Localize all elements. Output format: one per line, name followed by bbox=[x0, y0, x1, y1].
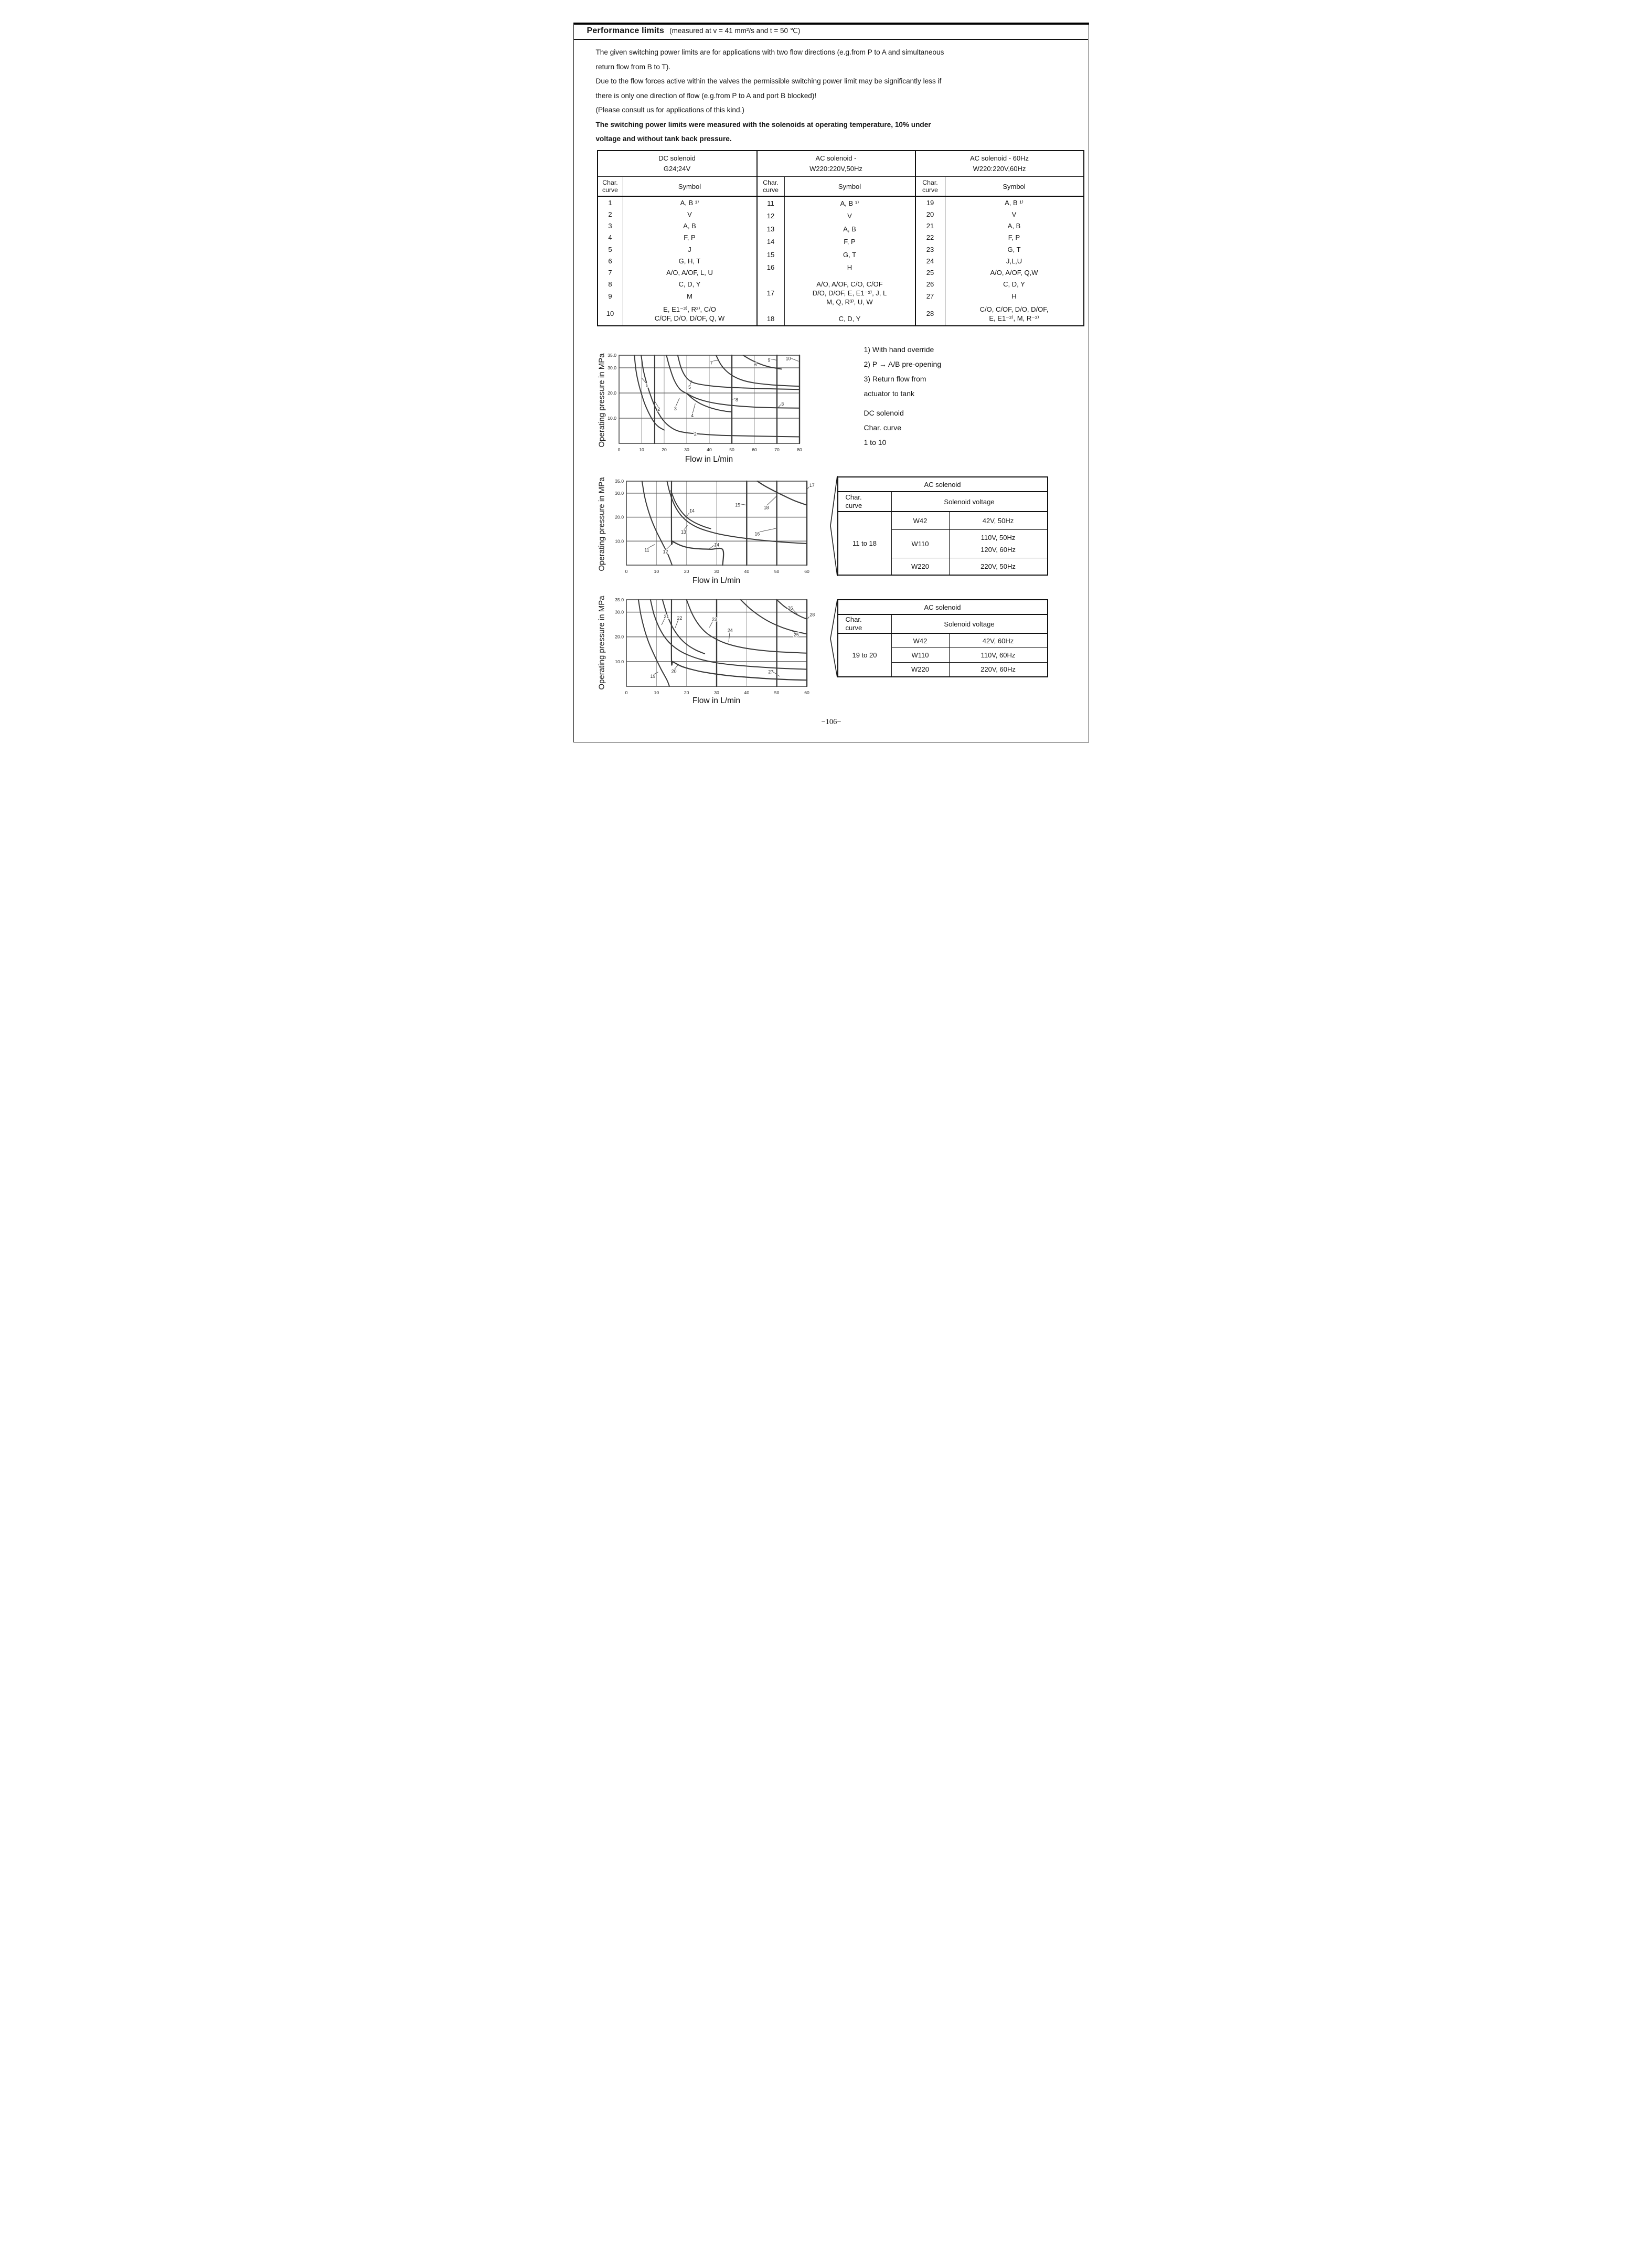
curve-13 bbox=[667, 481, 807, 544]
char-curve-number: 24 bbox=[916, 255, 945, 267]
footnote-line: 1) With hand override bbox=[864, 345, 934, 354]
ac-solenoid-voltage-table-60hz bbox=[837, 599, 1048, 677]
table-group-header bbox=[916, 151, 1083, 177]
page-number: −106− bbox=[821, 718, 841, 726]
chart-svg-ac60 bbox=[605, 597, 818, 700]
voltage-row bbox=[892, 512, 1047, 529]
table-row bbox=[758, 261, 915, 274]
y-tick-label: 30.0 bbox=[607, 365, 616, 370]
x-axis-title-chart1: Flow in L/min bbox=[685, 455, 733, 464]
table-row bbox=[758, 274, 915, 313]
chart-ac-solenoid-60hz bbox=[605, 597, 818, 703]
page-header bbox=[573, 23, 1088, 40]
voltage-row bbox=[892, 634, 1047, 647]
curve-number-label: 25 bbox=[793, 632, 799, 638]
intro-line: The given switching power limits are for applications with two flow directions (e.g.from P to A and simultaneous bbox=[595, 48, 944, 56]
symbol-cell: V bbox=[847, 212, 852, 220]
symbol-cell: F, P bbox=[684, 233, 696, 242]
x-axis-title-chart3: Flow in L/min bbox=[692, 696, 741, 705]
char-curve-number: 18 bbox=[758, 313, 785, 326]
x-axis-title-chart2: Flow in L/min bbox=[692, 576, 741, 585]
solenoid-type-label: AC solenoid - bbox=[815, 154, 857, 162]
table-subheader bbox=[916, 177, 1083, 197]
side-table-title: AC solenoid bbox=[838, 600, 1047, 615]
curve-22 bbox=[662, 600, 704, 654]
solenoid-code: W110 bbox=[892, 530, 950, 558]
table-row bbox=[916, 232, 1083, 243]
y-tick-label: 20.0 bbox=[614, 634, 624, 640]
char-curve-number: 13 bbox=[758, 222, 785, 236]
chart-ac-solenoid-50hz bbox=[605, 478, 818, 581]
symbol-column-header: Symbol bbox=[1003, 182, 1026, 190]
chart-dc-solenoid bbox=[598, 352, 811, 460]
symbol-column-header: Symbol bbox=[678, 182, 701, 190]
symbol-cell: J,L,U bbox=[1006, 257, 1022, 265]
intro-line: (Please consult us for applications of this kind.) bbox=[595, 106, 744, 114]
char-curve-number: 10 bbox=[598, 302, 623, 325]
char-curve-number: 22 bbox=[916, 232, 945, 243]
footnote-line: 3) Return flow from bbox=[864, 375, 926, 383]
voltage-values: 220V, 60Hz bbox=[980, 665, 1016, 674]
solenoid-code-label: W220:220V,50Hz bbox=[809, 165, 862, 173]
voltage-values: 42V, 60Hz bbox=[982, 636, 1014, 645]
x-tick-label: 10 bbox=[638, 447, 644, 452]
page-title: Performance limits bbox=[587, 26, 665, 35]
intro-line: voltage and without tank back pressure. bbox=[595, 135, 732, 143]
table-row bbox=[916, 197, 1083, 208]
x-tick-label: 20 bbox=[661, 447, 667, 452]
table-row bbox=[598, 220, 756, 232]
table-row bbox=[598, 302, 756, 325]
char-curve-column-header: Char. curve bbox=[916, 177, 945, 196]
x-tick-label: 0 bbox=[617, 447, 620, 452]
side-table-title: AC solenoid bbox=[838, 477, 1047, 492]
table-row bbox=[598, 290, 756, 302]
char-curve-column-header: Char. curve bbox=[758, 177, 785, 196]
curve-number-label: 14 bbox=[689, 508, 695, 514]
curve-number-label: 16 bbox=[754, 531, 760, 537]
char-curve-number: 4 bbox=[598, 232, 623, 243]
pointer-arrow-1 bbox=[828, 475, 838, 577]
voltage-row bbox=[892, 558, 1047, 575]
symbol-cell: A, B ¹⁾ bbox=[840, 199, 859, 207]
char-curve-number: 2 bbox=[598, 208, 623, 220]
char-curve-number: 8 bbox=[598, 279, 623, 290]
y-tick-label: 35.0 bbox=[614, 479, 624, 484]
table-body bbox=[758, 197, 915, 325]
symbol-cell: F, P bbox=[844, 238, 856, 246]
x-tick-label: 50 bbox=[774, 569, 779, 574]
symbol-cell: A/O, A/OF, L, U bbox=[666, 269, 713, 277]
symbol-cell: V bbox=[1011, 210, 1017, 218]
x-tick-label: 60 bbox=[751, 447, 757, 452]
curve-number-label: 21 bbox=[663, 614, 669, 620]
page-subtitle: (measured at v = 41 mm²/s and t = 50 ℃) bbox=[669, 26, 801, 35]
table-row bbox=[916, 255, 1083, 267]
intro-line: Due to the flow forces active within the valves the permissible switching power limit may be significantly less if bbox=[595, 77, 942, 85]
char-curve-number: 21 bbox=[916, 220, 945, 232]
x-tick-label: 0 bbox=[625, 690, 627, 695]
side-voltage-header: Solenoid voltage bbox=[944, 497, 995, 506]
char-curve-number: 1 bbox=[598, 197, 623, 208]
curve-number-label: 7 bbox=[710, 360, 713, 366]
symbol-cell: A/O, A/OF, Q,W bbox=[990, 269, 1038, 277]
char-curve-number: 15 bbox=[758, 248, 785, 261]
voltage-row bbox=[892, 647, 1047, 662]
table-row bbox=[598, 208, 756, 220]
symbol-cell: C, D, Y bbox=[1003, 280, 1025, 289]
dc-curve-range-line: DC solenoid bbox=[864, 409, 904, 417]
intro-line: there is only one direction of flow (e.g.from P to A and port B blocked)! bbox=[595, 91, 817, 100]
char-curve-number: 11 bbox=[758, 197, 785, 210]
datasheet-page: Performance limits (measured at v = 41 mm²/s and t = 50 ℃) The given switching power limits are for applications with two flow directions (e.g.from P to A and simultaneous return flow from B to T). Due to the flow forces active within the valves the permissible switching power limit may be significantly less if there is only one direction of flow (e.g.from P to A and port B blocked)! (Please consult us for applications of this kind.) The switching power limits were measured with the solenoids at operating temperature, 10% under voltage and without tank back pressure. DC solenoid G24;24V Char. curve Symbol 1 A, B ¹⁾ 2 V 3 A, B 4 F, P 5 J 6 G, H, T 7 A/O, A/OF, L, U 8 C, D, Y 9 M 10 E, E1⁻²⁾, R³⁾, C/O C/OF, D/O, D/OF, Q, W AC solenoid - W220:220V,50Hz Char. curve Symbol 11 A, B ¹⁾ 12 V 13 A, B 14 F, P 15 G, T 16 H 17 A/O, A/OF, C/O, C/OF D/O, D/OF, E, E1⁻²⁾, J, L M, Q, R³⁾, U, W 18 C, D, Y AC solenoid - 60Hz W220:220V,60Hz Char. curve Symbol 19 A, B ¹⁾ 20 V 21 A, B 22 F, P 23 G, T 24 J,L,U 25 A/O, A/OF, Q,W 26 C, D, Y 27 H 28 C/O, C/OF, D/O, D/OF, E, E1⁻²⁾, M, R⁻²⁾ 1) With hand override 2) P → A/B pre-opening 3) Return flow from actuator to tank DC solenoid Char. curve 1 to 10 35.0 30.0 20.0 10.0 0 10 20 30 40 50 60 70 80 1 2 3 4 5 7 6 9 10 8 3 2 35.0 30.0 20.0 10.0 0 10 20 30 40 50 60 11 12 13 14 14 15 16 17 18 35.0 30.0 20.0 10.0 0 10 20 30 40 50 60 19 20 21 22 23 24 25 26 27 28 Operating pressure in MPa Operating pressure in MPa Operating pressure in MPa Flow in L/min Flow in L/min Flow in L/min AC solenoid Char. curve Solenoid voltage 11 to 18 W42 42V, 50Hz W110 110V, 50Hz 120V, 60Hz W220 220V, 50Hz AC solenoid Char. curve Solenoid voltage 19 to 20 W42 42V, 60Hz W110 110V, 60Hz W220 220V, 60Hz −106− bbox=[551, 0, 1102, 747]
dc-curve-range-line: 1 to 10 bbox=[864, 438, 887, 447]
curve-number-label: 2 bbox=[694, 431, 697, 437]
table-row bbox=[758, 236, 915, 249]
table-row bbox=[598, 243, 756, 255]
symbol-table bbox=[597, 150, 1084, 326]
ac-solenoid-voltage-table-50hz bbox=[837, 476, 1048, 576]
table-row bbox=[598, 267, 756, 279]
char-curve-number: 3 bbox=[598, 220, 623, 232]
symbol-cell: M bbox=[687, 292, 692, 300]
curve-number-label: 12 bbox=[663, 549, 668, 555]
solenoid-code-label: W220:220V,60Hz bbox=[973, 165, 1026, 173]
curve-number-label: 11 bbox=[644, 547, 649, 553]
symbol-column-header: Symbol bbox=[838, 182, 861, 190]
curve-number-label: 17 bbox=[809, 483, 815, 488]
x-tick-label: 30 bbox=[713, 690, 719, 695]
solenoid-code: W42 bbox=[892, 512, 950, 529]
symbol-cell: H bbox=[1011, 292, 1017, 300]
symbol-cell: C, D, Y bbox=[678, 280, 701, 289]
symbol-cell: A, B bbox=[1007, 222, 1021, 230]
char-curve-range: 19 to 20 bbox=[838, 634, 892, 676]
symbol-cell: C/O, C/OF, D/O, D/OF, E, E1⁻²⁾, M, R⁻²⁾ bbox=[979, 305, 1049, 322]
table-row bbox=[916, 302, 1083, 325]
char-curve-number: 9 bbox=[598, 290, 623, 302]
curve-21 bbox=[650, 600, 806, 670]
symbol-cell: G, T bbox=[1007, 245, 1021, 253]
char-curve-number: 19 bbox=[916, 197, 945, 208]
table-row bbox=[758, 197, 915, 210]
y-tick-label: 30.0 bbox=[614, 490, 624, 496]
curve-number-label: 27 bbox=[768, 669, 773, 675]
voltage-row bbox=[892, 529, 1047, 558]
table-row bbox=[916, 220, 1083, 232]
symbol-cell: A/O, A/OF, C/O, C/OF D/O, D/OF, E, E1⁻²⁾, J, L M, Q, R³⁾, U, W bbox=[812, 280, 887, 306]
x-tick-label: 20 bbox=[684, 690, 689, 695]
table-row bbox=[916, 208, 1083, 220]
y-tick-label: 10.0 bbox=[607, 416, 616, 421]
table-subheader bbox=[758, 177, 915, 197]
side-table-header bbox=[838, 492, 1047, 512]
char-curve-number: 17 bbox=[758, 274, 785, 313]
char-curve-number: 25 bbox=[916, 267, 945, 279]
table-row bbox=[916, 243, 1083, 255]
table-row bbox=[598, 232, 756, 243]
voltage-values: 110V, 50Hz 120V, 60Hz bbox=[980, 534, 1016, 554]
char-curve-number: 5 bbox=[598, 243, 623, 255]
table-group bbox=[598, 151, 756, 325]
char-curve-number: 23 bbox=[916, 243, 945, 255]
curve-number-label: 9 bbox=[767, 357, 770, 363]
symbol-cell: A, B bbox=[843, 225, 856, 233]
solenoid-code: W42 bbox=[892, 634, 950, 647]
table-group bbox=[756, 151, 915, 325]
table-row bbox=[598, 255, 756, 267]
table-row bbox=[916, 267, 1083, 279]
curve-number-label: 14 bbox=[713, 542, 719, 548]
curve-number-label: 10 bbox=[785, 356, 791, 362]
voltage-values: 42V, 50Hz bbox=[982, 516, 1014, 525]
symbol-cell: H bbox=[847, 263, 852, 272]
x-tick-label: 10 bbox=[654, 569, 659, 574]
table-row bbox=[758, 248, 915, 261]
x-tick-label: 40 bbox=[744, 690, 749, 695]
symbol-cell: A, B ¹⁾ bbox=[1005, 198, 1024, 207]
symbol-cell: G, H, T bbox=[678, 257, 701, 265]
curve-number-label: 20 bbox=[671, 668, 676, 674]
curve-number-label: 6 bbox=[754, 362, 757, 367]
curve-6 bbox=[743, 355, 781, 369]
y-tick-label: 30.0 bbox=[614, 609, 624, 615]
x-tick-label: 0 bbox=[625, 569, 627, 574]
side-table-body bbox=[838, 634, 1047, 676]
y-tick-label: 10.0 bbox=[614, 538, 624, 544]
table-group-header bbox=[758, 151, 915, 177]
curve-number-label: 22 bbox=[677, 615, 682, 621]
x-tick-label: 60 bbox=[804, 690, 809, 695]
curve-number-label: 4 bbox=[690, 413, 694, 419]
footnotes bbox=[864, 342, 942, 450]
char-curve-number: 26 bbox=[916, 279, 945, 290]
side-char-curve-header: Char. curve bbox=[838, 492, 892, 511]
curve-12 bbox=[671, 481, 723, 565]
table-group bbox=[915, 151, 1083, 325]
char-curve-range: 11 to 18 bbox=[838, 512, 892, 575]
symbol-cell: C, D, Y bbox=[838, 315, 861, 323]
symbol-cell: V bbox=[687, 210, 692, 218]
char-curve-number: 7 bbox=[598, 267, 623, 279]
x-tick-label: 30 bbox=[713, 569, 719, 574]
curve-3 bbox=[666, 355, 800, 408]
intro-line: The switching power limits were measured with the solenoids at operating temperature, 10% under bbox=[595, 120, 931, 129]
x-tick-label: 40 bbox=[744, 569, 749, 574]
table-row bbox=[758, 313, 915, 326]
solenoid-code: W220 bbox=[892, 663, 950, 676]
curve-number-label: 8 bbox=[735, 397, 738, 402]
solenoid-type-label: AC solenoid - 60Hz bbox=[970, 154, 1029, 162]
char-curve-number: 27 bbox=[916, 290, 945, 302]
x-tick-label: 60 bbox=[804, 569, 809, 574]
x-tick-label: 50 bbox=[729, 447, 734, 452]
symbol-cell: J bbox=[688, 245, 691, 253]
table-row bbox=[758, 210, 915, 223]
solenoid-code-label: G24;24V bbox=[663, 165, 691, 173]
y-tick-label: 20.0 bbox=[607, 390, 616, 396]
side-table-header bbox=[838, 615, 1047, 634]
table-row bbox=[916, 290, 1083, 302]
symbol-cell: F, P bbox=[1008, 233, 1020, 242]
x-tick-label: 30 bbox=[684, 447, 689, 452]
char-curve-number: 14 bbox=[758, 236, 785, 249]
footnote-line: actuator to tank bbox=[864, 389, 915, 398]
table-row bbox=[758, 222, 915, 236]
curve-26 bbox=[740, 600, 806, 634]
x-tick-label: 20 bbox=[684, 569, 689, 574]
curve-number-label: 3 bbox=[781, 401, 784, 407]
y-tick-label: 20.0 bbox=[614, 514, 624, 520]
x-tick-label: 70 bbox=[774, 447, 780, 452]
curve-number-label: 18 bbox=[763, 505, 769, 511]
intro-text bbox=[596, 45, 1079, 146]
curve-number-label: 24 bbox=[727, 628, 733, 633]
voltage-values: 110V, 60Hz bbox=[980, 651, 1016, 659]
curve-number-label: 19 bbox=[650, 674, 655, 679]
dc-curve-range-line: Char. curve bbox=[864, 423, 902, 432]
symbol-cell: A, B bbox=[683, 222, 696, 230]
char-curve-number: 16 bbox=[758, 261, 785, 274]
char-curve-number: 6 bbox=[598, 255, 623, 267]
char-curve-number: 12 bbox=[758, 210, 785, 223]
curve-number-label: 26 bbox=[787, 606, 793, 611]
curve-number-label: 28 bbox=[809, 612, 815, 618]
curve-number-label: 3 bbox=[674, 406, 677, 411]
x-tick-label: 80 bbox=[796, 447, 802, 452]
solenoid-code: W220 bbox=[892, 558, 950, 575]
voltage-row bbox=[892, 662, 1047, 676]
footnote-line: 2) P → A/B pre-opening bbox=[864, 360, 942, 368]
symbol-cell: G, T bbox=[843, 250, 857, 259]
chart-svg-dc bbox=[598, 352, 811, 457]
x-tick-label: 10 bbox=[654, 690, 659, 695]
table-group-header bbox=[598, 151, 756, 177]
curve-number-label: 13 bbox=[680, 529, 686, 535]
solenoid-type-label: DC solenoid bbox=[658, 154, 696, 162]
table-row bbox=[916, 279, 1083, 290]
curve-number-label: 1 bbox=[645, 383, 648, 388]
chart-svg-ac50 bbox=[605, 478, 818, 579]
curve-number-label: 5 bbox=[688, 384, 691, 390]
curve-5 bbox=[677, 355, 799, 389]
curve-number-label: 2 bbox=[657, 407, 660, 412]
table-row bbox=[598, 197, 756, 208]
curve-number-label: 23 bbox=[711, 617, 717, 622]
symbol-cell: A, B ¹⁾ bbox=[680, 198, 699, 207]
char-curve-number: 20 bbox=[916, 208, 945, 220]
char-curve-column-header: Char. curve bbox=[598, 177, 623, 196]
char-curve-number: 28 bbox=[916, 302, 945, 325]
table-row bbox=[598, 279, 756, 290]
pointer-arrow-2 bbox=[828, 599, 838, 678]
side-voltage-header: Solenoid voltage bbox=[944, 620, 995, 628]
table-subheader bbox=[598, 177, 756, 197]
x-tick-label: 50 bbox=[774, 690, 779, 695]
table-body bbox=[598, 197, 756, 325]
y-tick-label: 10.0 bbox=[614, 659, 624, 664]
symbol-cell: E, E1⁻²⁾, R³⁾, C/O C/OF, D/O, D/OF, Q, W bbox=[654, 305, 725, 322]
side-char-curve-header: Char. curve bbox=[838, 615, 892, 633]
intro-line: return flow from B to T). bbox=[595, 62, 671, 71]
side-table-body bbox=[838, 512, 1047, 575]
x-tick-label: 40 bbox=[706, 447, 712, 452]
table-body bbox=[916, 197, 1083, 325]
solenoid-code: W110 bbox=[892, 648, 950, 662]
y-tick-label: 35.0 bbox=[607, 353, 616, 358]
y-tick-label: 35.0 bbox=[614, 597, 624, 602]
curve-number-label: 15 bbox=[734, 502, 740, 508]
voltage-values: 220V, 50Hz bbox=[980, 562, 1016, 570]
